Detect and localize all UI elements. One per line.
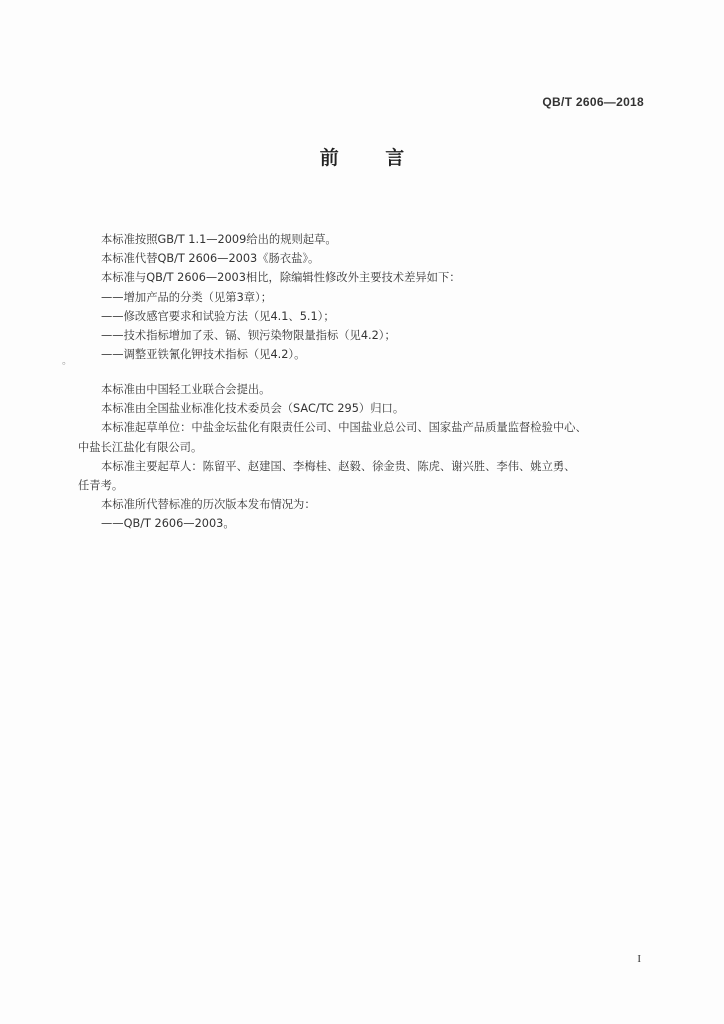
foreword-section-2 [78,380,658,534]
list-item: ——技术指标增加了汞、镉、钡污染物限量指标（见4.2）； [101,329,396,343]
list-item: ——调整亚铁氰化钾技术指标（见4.2）。 [101,348,306,362]
paragraph-line: 本标准由全国盐业标准化技术委员会（SAC/TC 295）归口。 [101,402,405,416]
page-number: I [637,953,641,965]
paragraph-line: 本标准与QB/T 2606—2003相比，除编辑性修改外主要技术差异如下： [101,271,461,285]
paragraph-line: 本标准所代替标准的历次版本发布情况为： [101,498,316,512]
margin-mark: 。 [62,356,72,367]
paragraph-line: 本标准起草单位：中盐金坛盐化有限责任公司、中国盐业总公司、国家盐产品质量监督检验中心、 [101,421,587,435]
list-item: ——增加产品的分类（见第3章）； [101,290,272,304]
list-item: ——QB/T 2606—2003。 [101,517,235,531]
paragraph-line: 本标准代替QB/T 2606—2003《肠衣盐》。 [101,252,320,266]
paragraph-line: 本标准按照GB/T 1.1—2009给出的规则起草。 [101,233,337,246]
foreword-section-1 [78,230,658,364]
paragraph-continuation: 中盐长江盐化有限公司。 [78,440,203,454]
list-item: ——修改感官要求和试验方法（见4.1、5.1）； [101,309,335,323]
page-title: 前 言 [319,147,425,169]
paragraph-line: 本标准主要起草人：陈留平、赵建国、李梅桂、赵毅、徐金贵、陈虎、谢兴胜、李伟、姚立勇、 [101,459,576,473]
paragraph-line: 本标准由中国轻工业联合会提出。 [101,383,271,396]
standard-code: QB/T 2606—2018 [542,95,644,109]
paragraph-continuation: 任青考。 [78,479,124,493]
